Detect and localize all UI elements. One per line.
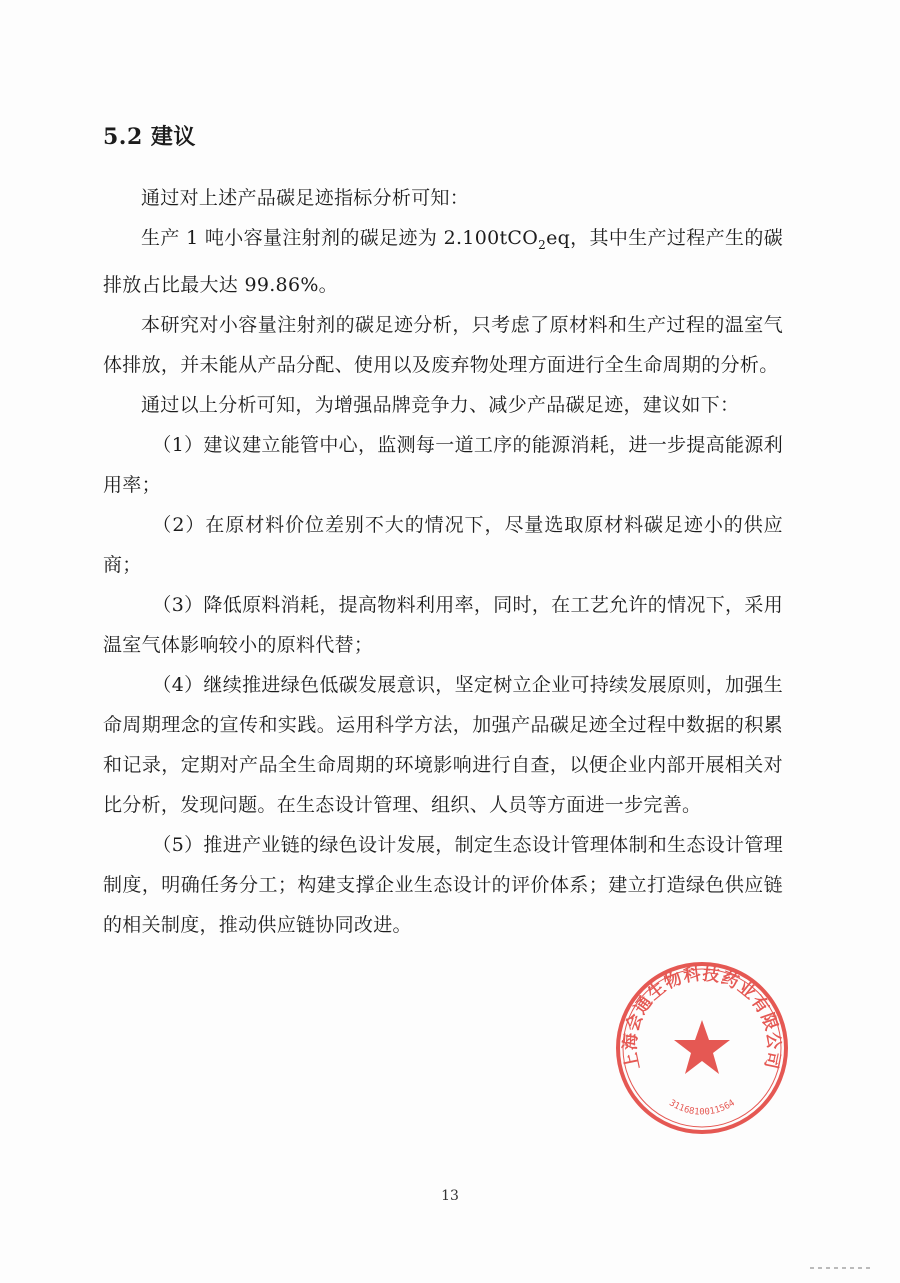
paragraph-intro: 通过对上述产品碳足迹指标分析可知：: [141, 187, 470, 209]
seal-star-icon: [674, 1020, 730, 1074]
page-number: 13: [441, 1188, 459, 1204]
carbon-text-before: 生产 1 吨小容量注射剂的碳足迹为 2.100tCO: [141, 227, 539, 249]
carbon-text-after: eq，其中生产过程产生的碳排放占比最大达 99.86%。: [103, 227, 783, 296]
seal-code-path: 3116810011564: [667, 1098, 737, 1118]
scan-edge-mark: [810, 1267, 870, 1269]
section-heading: 5.2 建议: [103, 124, 196, 150]
paragraph-recommendation-intro: 通过以上分析可知，为增强品牌竞争力、减少产品碳足迹，建议如下：: [141, 393, 740, 416]
recommendation-item-4: （4）继续推进绿色低碳发展意识，坚定树立企业可持续发展原则，加强生命周期理念的宣传和实践。运用科学方法，加强产品碳足迹全过程中数据的积累和记录，定期对产品全生命周期的环境影响进行自查，以便企业内部开展相关对比分析，发现问题。在生态设计管理、组织、人员等方面进一步完善。: [103, 673, 783, 816]
carbon-subscript: 2: [538, 237, 547, 252]
seal-company-name-path: 上海会通生物科技药业有限公司: [620, 964, 784, 1072]
paragraph-carbon-footprint: [103, 218, 783, 305]
paragraph-scope: 本研究对小容量注射剂的碳足迹分析，只考虑了原材料和生产过程的温室气体排放，并未能从产品分配、使用以及废弃物处理方面进行全生命周期的分析。: [103, 313, 783, 376]
recommendation-item-5: （5）推进产业链的绿色设计发展，制定生态设计管理体制和生态设计管理制度，明确任务分工；构建支撑企业生态设计的评价体系；建立打造绿色供应链的相关制度，推动供应链协同改进。: [103, 833, 783, 936]
company-seal-icon: [612, 958, 792, 1138]
body-text: [103, 178, 783, 945]
recommendation-item-2: （2）在原材料价位差别不大的情况下，尽量选取原材料碳足迹小的供应商；: [103, 513, 783, 576]
recommendation-item-1: （1）建议建立能管中心，监测每一道工序的能源消耗，进一步提高能源利用率；: [103, 433, 783, 496]
seal-code: [667, 1098, 737, 1117]
recommendation-item-3: （3）降低原料消耗，提高物料利用率，同时，在工艺允许的情况下，采用温室气体影响较小的原料代替；: [103, 593, 783, 656]
